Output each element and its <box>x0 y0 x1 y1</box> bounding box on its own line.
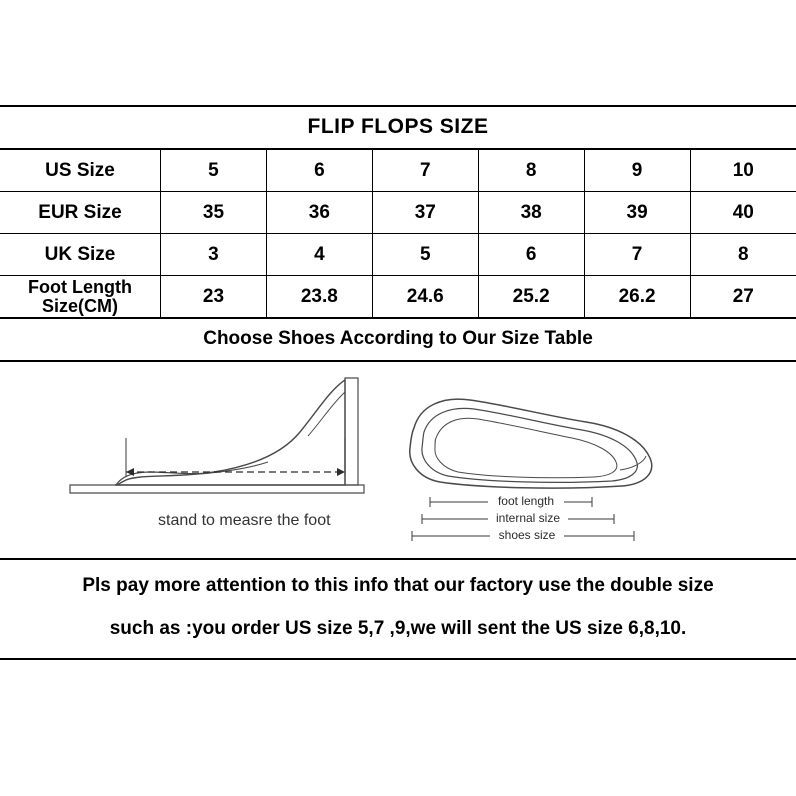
label-foot-length: foot length <box>497 494 555 508</box>
table-cell: 39 <box>584 192 690 234</box>
page-title: FLIP FLOPS SIZE <box>0 107 796 150</box>
table-cell: 38 <box>478 192 584 234</box>
table-cell: 7 <box>584 234 690 276</box>
table-cell: 8 <box>690 234 796 276</box>
size-chart <box>0 105 796 660</box>
table-cell: 6 <box>478 234 584 276</box>
row-label-us-size: US Size <box>0 150 161 192</box>
measurement-diagram <box>0 362 796 560</box>
table-cell: 26.2 <box>584 276 690 318</box>
row-label-line2: Size(CM) <box>42 295 118 316</box>
choose-shoes-banner: Choose Shoes According to Our Size Table <box>0 317 796 362</box>
table-row <box>0 276 796 318</box>
table-cell: 27 <box>690 276 796 318</box>
left-diagram-caption: stand to measre the foot <box>158 512 331 529</box>
left-foot-diagram <box>70 378 364 493</box>
row-label-eur-size: EUR Size <box>0 192 161 234</box>
table-cell: 7 <box>372 150 478 192</box>
footer-note-line-2: such as :you order US size 5,7 ,9,we will sent the US size 6,8,10. <box>109 617 687 639</box>
label-shoes-size: shoes size <box>498 528 556 542</box>
row-label-line1: Foot Length <box>28 276 132 297</box>
table-row <box>0 234 796 276</box>
table-cell: 6 <box>266 150 372 192</box>
table-cell: 5 <box>161 150 267 192</box>
table-cell: 3 <box>161 234 267 276</box>
table-cell: 23.8 <box>266 276 372 318</box>
label-internal-size: internal size <box>495 511 561 525</box>
row-label-foot-length <box>0 276 161 318</box>
table-cell: 4 <box>266 234 372 276</box>
table-cell: 35 <box>161 192 267 234</box>
table-cell: 24.6 <box>372 276 478 318</box>
table-row <box>0 150 796 192</box>
row-label-uk-size: UK Size <box>0 234 161 276</box>
table-cell: 36 <box>266 192 372 234</box>
size-table <box>0 150 796 317</box>
table-row <box>0 192 796 234</box>
table-cell: 23 <box>161 276 267 318</box>
table-cell: 5 <box>372 234 478 276</box>
table-cell: 9 <box>584 150 690 192</box>
footer-note-line-1: Pls pay more attention to this info that our factory use the double size <box>82 575 714 596</box>
table-cell: 8 <box>478 150 584 192</box>
diagram-svg <box>0 362 796 556</box>
footer-note <box>0 560 796 658</box>
table-cell: 10 <box>690 150 796 192</box>
table-cell: 40 <box>690 192 796 234</box>
right-shoe-diagram <box>410 399 652 488</box>
table-cell: 37 <box>372 192 478 234</box>
table-cell: 25.2 <box>478 276 584 318</box>
